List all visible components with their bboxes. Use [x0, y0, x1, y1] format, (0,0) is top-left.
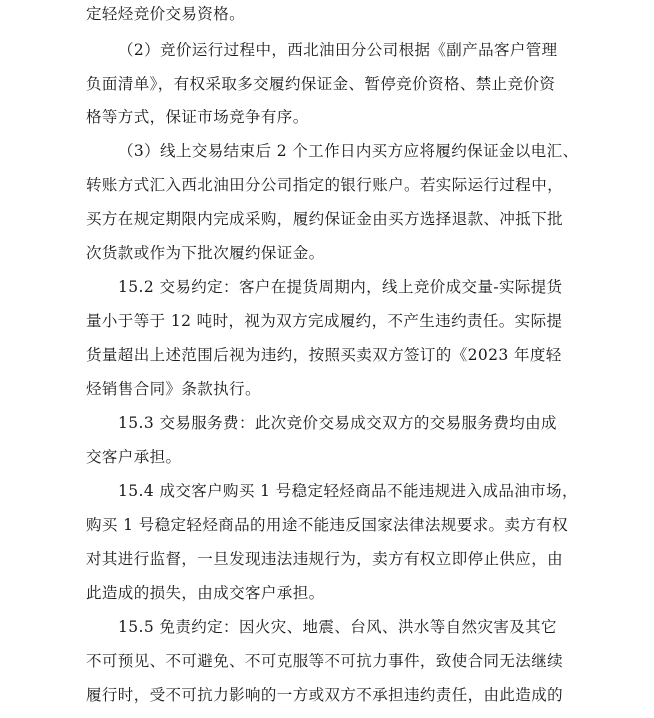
- paragraph-line: 烃销售合同》条款执行。: [86, 380, 261, 398]
- paragraph-line: 格等方式，保证市场竞争有序。: [86, 108, 309, 126]
- paragraph-line: （2）竞价运行过程中，西北油田分公司根据《副产品客户管理: [118, 41, 558, 59]
- paragraph-line: 此造成的损失，由成交客户承担。: [86, 584, 325, 602]
- paragraph-line: 15.4 成交客户购买 1 号稳定轻烃商品不能违规进入成品油市场，: [118, 482, 578, 500]
- paragraph-line: 不可预见、不可避免、不可克服等不可抗力事件，致使合同无法继续: [86, 652, 564, 670]
- paragraph-line: 货量超出上述范围后视为违约，按照买卖双方签订的《2023 年度轻: [86, 346, 562, 364]
- paragraph-line: 15.3 交易服务费：此次竞价交易成交双方的交易服务费均由成: [118, 414, 557, 432]
- paragraph-line: 负面清单》，有权采取多交履约保证金、暂停竞价资格、禁止竞价资: [86, 75, 556, 93]
- paragraph-line: 量小于等于 12 吨时，视为双方完成履约，不产生违约责任。实际提: [86, 312, 563, 330]
- paragraph-line: 定轻烃竞价交易资格。: [86, 5, 246, 23]
- paragraph-line: 15.2 交易约定：客户在提货周期内，线上竞价成交量-实际提货: [118, 278, 563, 296]
- paragraph-line: 买方在规定期限内完成采购，履约保证金由买方选择退款、冲抵下批: [86, 210, 564, 228]
- paragraph-line: 转账方式汇入西北油田分公司指定的银行账户。若实际运行过程中，: [86, 176, 564, 194]
- paragraph-line: 对其进行监督，一旦发现违法违规行为，卖方有权立即停止供应，由: [86, 550, 564, 568]
- paragraph-line: （3）线上交易结束后 2 个工作日内买方应将履约保证金以电汇、: [118, 142, 579, 160]
- paragraph-line: 履行时，受不可抗力影响的一方或双方不承担违约责任，由此造成的: [86, 686, 564, 704]
- paragraph-line: 交客户承担。: [86, 448, 182, 466]
- paragraph-line: 购买 1 号稳定轻烃商品的用途不能违反国家法律法规要求。卖方有权: [86, 516, 569, 534]
- paragraph-line: 15.5 免责约定：因火灾、地震、台风、洪水等自然灾害及其它: [118, 618, 557, 636]
- paragraph-line: 次货款或作为下批次履约保证金。: [86, 244, 325, 262]
